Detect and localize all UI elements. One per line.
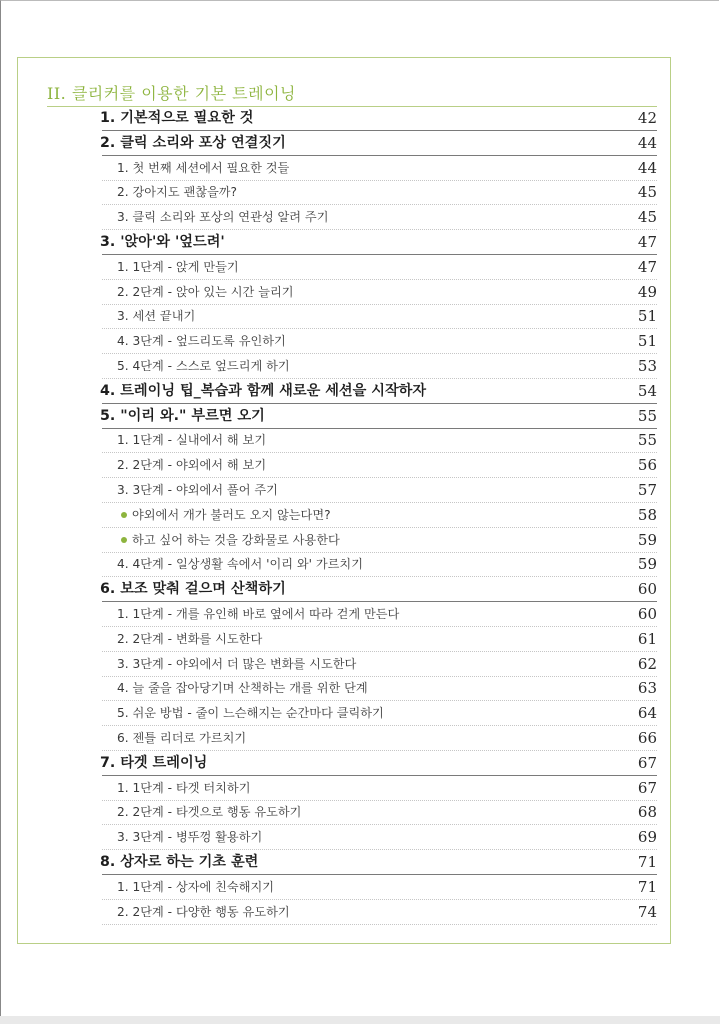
toc-entry-title: 5. 쉬운 방법 - 줄이 느슨해지는 순간마다 클릭하기 (117, 706, 384, 721)
toc-entry-page: 45 (637, 183, 657, 202)
toc-entry-title: 3. 3단계 - 야외에서 풀어 주기 (117, 483, 278, 497)
toc-entry (0, 107, 720, 131)
toc-entry (0, 603, 720, 627)
toc-entry-page: 51 (637, 332, 657, 351)
toc-entry-page: 68 (637, 803, 657, 822)
toc-entry-page: 47 (637, 257, 657, 276)
toc-entry-title: 3. '앉아'와 '엎드려' (100, 234, 225, 250)
toc-entry-title: 하고 싶어 하는 것을 강화물로 사용한다 (132, 532, 340, 547)
toc-entry-title: 3. 클릭 소리와 포상의 연관성 알려 주기 (117, 210, 329, 225)
toc-entry (0, 504, 720, 528)
toc-entry-title: 2. 2단계 - 타겟으로 행동 유도하기 (117, 805, 302, 820)
toc-entry (0, 702, 720, 726)
toc-entry (0, 281, 720, 305)
toc-entry (0, 429, 720, 453)
toc-entry (0, 777, 720, 801)
toc-entry-title: 1. 기본적으로 필요한 것 (100, 110, 254, 126)
toc-entry-page: 56 (637, 456, 657, 475)
toc-entry-page: 59 (637, 555, 657, 574)
toc-entry-title: 4. 3단계 - 엎드리도록 유인하기 (117, 334, 286, 349)
bullet-dot-icon (121, 537, 127, 543)
toc-entry-title: 6. 보조 맞춰 걸으며 산책하기 (100, 581, 286, 598)
toc-entry-page: 63 (637, 679, 657, 698)
toc-entry-title: 1. 1단계 - 상자에 친숙해지기 (117, 879, 275, 894)
toc-entry (0, 330, 720, 354)
toc-entry-page: 69 (637, 828, 657, 847)
toc-entry (0, 380, 720, 404)
toc-entry (0, 231, 720, 255)
toc-entry-title: 야외에서 개가 불러도 오지 않는다면? (132, 507, 331, 522)
toc-entry-title: 4. 트레이닝 팁_복습과 함께 새로운 세션을 시작하자 (100, 382, 427, 399)
toc-entry-page: 44 (637, 133, 657, 152)
toc-entry (0, 876, 720, 900)
toc-entry (0, 181, 720, 205)
toc-entry-page: 71 (637, 853, 657, 871)
toc-entry (0, 529, 720, 553)
toc-entry-title: 3. 세션 끝내기 (117, 309, 196, 324)
toc-entry-page: 53 (637, 357, 657, 375)
toc-entry-title: 3. 3단계 - 야외에서 더 많은 변화를 시도한다 (117, 656, 357, 671)
toc-entry-page: 59 (637, 530, 657, 549)
toc-entry-page: 47 (637, 233, 657, 251)
bullet-dot-icon (121, 512, 127, 518)
toc-entry (0, 901, 720, 925)
toc-entry-page: 67 (637, 753, 657, 772)
toc-entry (0, 727, 720, 751)
toc-entry-page: 44 (637, 158, 657, 177)
toc-entry (0, 826, 720, 850)
toc-entry-page: 74 (637, 902, 657, 921)
toc-entry-title: 4. 4단계 - 일상생활 속에서 '이리 와' 가르치기 (117, 557, 363, 572)
toc-entry-title: 6. 젠틀 리더로 가르치기 (117, 731, 247, 745)
toc-entry-page: 62 (637, 654, 657, 673)
toc-entry-page: 54 (637, 381, 657, 400)
toc-entry-page: 61 (637, 629, 657, 648)
toc-entry (0, 405, 720, 429)
toc-entry-page: 57 (637, 481, 657, 499)
toc-entry-page: 42 (637, 109, 657, 127)
toc-entry (0, 578, 720, 602)
toc-entry-title: 1. 1단계 - 실내에서 해 보기 (117, 433, 267, 448)
toc-entry (0, 479, 720, 503)
toc-entry-title: 2. 클릭 소리와 포상 연결짓기 (100, 134, 286, 151)
toc-entry (0, 801, 720, 825)
toc-entry-title: 1. 1단계 - 앉게 만들기 (117, 259, 239, 274)
toc-entry-title: 1. 첫 번째 세션에서 필요한 것들 (117, 160, 290, 175)
toc-entry-title: 4. 늘 줄을 잡아당기며 산책하는 개를 위한 단계 (117, 681, 368, 696)
toc-entry (0, 628, 720, 652)
toc-entry-page: 67 (637, 778, 657, 797)
toc-entry (0, 553, 720, 577)
toc-entry (0, 305, 720, 329)
toc-entry (0, 157, 720, 181)
toc-entry-page: 60 (637, 605, 657, 623)
toc-entry-title: 5. "이리 와." 부르면 오기 (100, 407, 265, 424)
toc-entry-page: 51 (637, 307, 657, 326)
chapter-title: II. 클리커를 이용한 기본 트레이닝 (47, 84, 296, 103)
toc-entry-title: 5. 4단계 - 스스로 엎드리게 하기 (117, 359, 290, 373)
toc-entry-title: 2. 2단계 - 앉아 있는 시간 늘리기 (117, 284, 294, 299)
scan-bottom-edge (0, 1016, 720, 1024)
toc-entry (0, 653, 720, 677)
toc-entry-title: 2. 2단계 - 야외에서 해 보기 (117, 458, 267, 473)
toc-entry-title: 8. 상자로 하는 기초 훈련 (100, 854, 259, 870)
toc-entry-title: 1. 1단계 - 개를 유인해 바로 옆에서 따라 걷게 만든다 (117, 607, 400, 621)
toc-entry-page: 60 (637, 580, 657, 599)
toc-entry (0, 851, 720, 875)
toc-entry-page: 55 (637, 406, 657, 425)
toc-entry (0, 132, 720, 156)
toc-entry (0, 256, 720, 280)
toc-entry-page: 66 (637, 729, 657, 747)
toc-entry-title: 1. 1단계 - 타겟 터치하기 (117, 780, 251, 795)
toc-entry (0, 677, 720, 701)
toc-entry (0, 355, 720, 379)
toc-entry-page: 55 (637, 431, 657, 450)
toc-entry-page: 64 (637, 704, 657, 723)
toc-entry-rule (102, 924, 657, 925)
toc-entry-title: 2. 2단계 - 변화를 시도한다 (117, 631, 263, 646)
toc-entry-title: 2. 강아지도 괜찮을까? (117, 185, 238, 200)
toc-entry-page: 58 (637, 505, 657, 524)
toc-entry (0, 206, 720, 230)
toc-entry-page: 49 (637, 282, 657, 301)
toc-entry-page: 71 (637, 877, 657, 896)
toc-entry-title: 2. 2단계 - 다양한 행동 유도하기 (117, 904, 290, 919)
toc-entry (0, 454, 720, 478)
toc-entry-title: 3. 3단계 - 병뚜껑 활용하기 (117, 830, 263, 845)
toc-entry-page: 45 (637, 208, 657, 227)
toc-entry-title: 7. 타겟 트레이닝 (100, 754, 208, 771)
toc-entry (0, 752, 720, 776)
